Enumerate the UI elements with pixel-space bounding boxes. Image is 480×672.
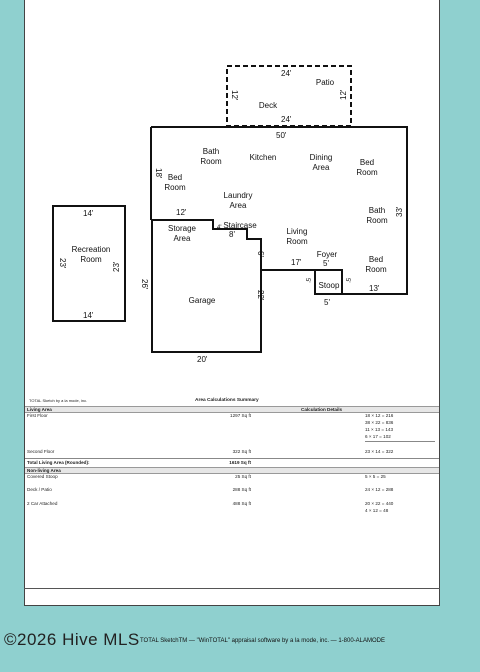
garage-area-label: 2 Car Attached (27, 501, 58, 506)
garage-22-dim: 22' (256, 290, 265, 301)
foyer-5-dim: 5' (323, 259, 329, 268)
rec-top-dim: 14' (83, 209, 94, 218)
living-area-header: Living Area (27, 407, 52, 412)
garage-area-value: 488 Sq ft (232, 501, 251, 506)
first-floor-area: 1297 Sq ft (230, 413, 251, 418)
floor-plan-sheet (24, 0, 440, 606)
living-room-label: Living Room (286, 227, 308, 246)
total-living-area: 1619 Sq ft (229, 460, 251, 465)
stair-4-dim: 4' (217, 225, 222, 231)
garage-calc-1: 20 × 22 = 440 (365, 501, 394, 506)
patio-label: Patio (315, 78, 335, 87)
deck-patio-area: 288 Sq ft (232, 487, 251, 492)
rec-bottom-dim: 14' (83, 311, 94, 320)
calc-details-header: Calculation Details (301, 407, 343, 412)
storage-area-label: Storage Area (167, 224, 197, 243)
thirteen-dim: 13' (369, 284, 380, 293)
bed-room-2-label: Bed Room (164, 173, 186, 192)
right-height-dim: 33' (395, 206, 404, 217)
foyer-label: Foyer (316, 250, 338, 259)
recreation-room-label: Recreation Room (71, 245, 111, 264)
garage-calc-2: 4 × 12 = 48 (365, 508, 389, 513)
six-dim: 6' (256, 251, 265, 257)
bed-height-dim: 18' (154, 168, 163, 179)
first-floor-calc-3: 11 × 13 = 143 (365, 427, 394, 432)
bed-room-1-label: Bed Room (356, 158, 378, 177)
deck-patio-label: Deck / Patio (27, 487, 52, 492)
stoop-5-right-dim: 5' (344, 278, 350, 283)
living-17-dim: 17' (291, 258, 302, 267)
stair-8-dim: 8' (229, 230, 235, 239)
first-floor-calc-2: 38 × 22 = 836 (365, 420, 394, 425)
stoop-5-bottom-dim: 5' (324, 298, 330, 307)
second-floor-area: 322 Sq ft (232, 449, 251, 454)
software-footer-text: TOTAL SketchTM — "WinTOTAL" appraisal software by a la mode, inc. — 1-800-ALAMODE (140, 638, 386, 644)
bed-room-3-label: Bed Room (365, 255, 387, 274)
deck-width-dim: 24' (281, 115, 292, 124)
first-floor-calc-4: 6 × 17 = 102 (365, 434, 391, 439)
summary-title: Area Calculations Summary (195, 398, 259, 403)
deck-patio-calc: 24 × 12 = 288 (365, 487, 394, 492)
dining-area-label: Dining Area (309, 153, 333, 172)
first-floor-calc-1: 18 × 12 = 216 (365, 413, 394, 418)
sheet-bottom-rule (24, 588, 440, 589)
garage-20-dim: 20' (197, 355, 208, 364)
garage-26-dim: 26' (140, 279, 149, 290)
second-floor-label: Second Floor (27, 449, 55, 454)
covered-stoop-label: Covered Stoop (27, 474, 58, 479)
patio-width-dim: 24' (281, 69, 292, 78)
deck-right-dim: 12' (339, 89, 348, 100)
rec-right-dim: 23' (112, 261, 121, 272)
covered-stoop-calc: 5 × 5 = 25 (365, 474, 386, 479)
software-note: TOTAL Sketch by a la mode, inc. (29, 398, 88, 403)
rec-left-dim: 23' (58, 258, 67, 269)
bath-room-1-label: Bath Room (200, 147, 222, 166)
first-floor-label: First Floor (27, 413, 48, 418)
kitchen-label: Kitchen (249, 153, 277, 162)
storage-width-dim: 12' (176, 208, 187, 217)
laundry-area-label: Laundry Area (223, 191, 253, 210)
mls-watermark: ©2026 Hive MLS (4, 630, 140, 649)
stoop-5-left-dim: 5' (304, 278, 310, 283)
garage-label: Garage (188, 296, 216, 305)
covered-stoop-area: 25 Sq ft (235, 474, 251, 479)
main-width-dim: 50' (276, 131, 287, 140)
deck-left-dim: 12' (230, 90, 239, 101)
stoop-label: Stoop (318, 281, 340, 290)
deck-label: Deck (258, 101, 278, 110)
second-floor-calc: 23 × 14 = 322 (365, 449, 394, 454)
non-living-header: Non-living Area (27, 468, 61, 473)
bath-room-2-label: Bath Room (366, 206, 388, 225)
staircase-label: Staircase (223, 221, 257, 230)
total-living-label: Total Living Area (Rounded): (27, 460, 90, 465)
